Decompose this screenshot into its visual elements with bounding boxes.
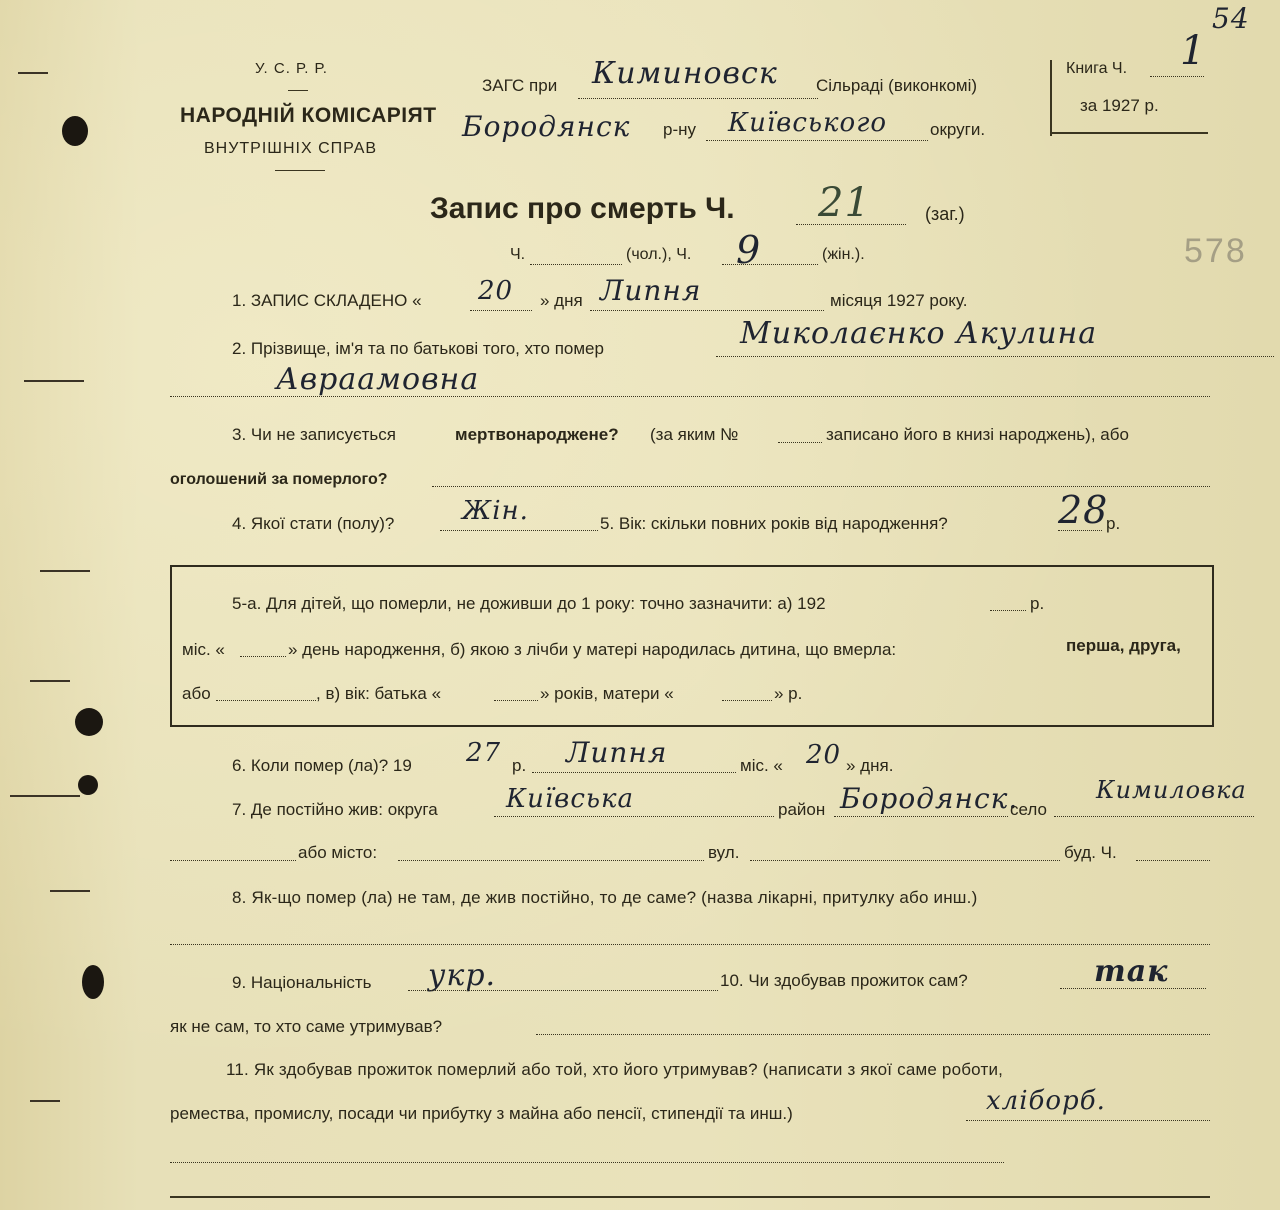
field6-r: р. — [512, 756, 527, 775]
paper-tear — [50, 890, 90, 892]
field6-year-handwritten: 27 — [466, 738, 502, 768]
paper-tear — [10, 795, 80, 797]
punch-hole — [82, 965, 104, 999]
field5a-other-line — [216, 700, 316, 701]
field3-declared-line — [432, 486, 1210, 487]
field5a-line3b: , в) вік: батька « — [316, 684, 442, 703]
okrug-handwritten: Київського — [728, 108, 888, 138]
republic-label: У. С. Р. Р. — [255, 60, 328, 77]
okrug-label: округи. — [930, 120, 986, 139]
divider — [288, 90, 308, 91]
female-count-handwritten: 9 — [736, 228, 762, 272]
field3-part-c: (за яким № — [650, 425, 739, 444]
field10-label: 10. Чи здобував прожиток сам? — [720, 971, 968, 990]
field11-occupation-line — [966, 1120, 1210, 1121]
book-label: Книга Ч. — [1066, 60, 1128, 77]
field1-month-line — [590, 310, 824, 311]
bottom-rule — [170, 1196, 1210, 1198]
field4-label: 4. Якої стати (полу)? — [232, 514, 395, 533]
book-number-line — [1150, 76, 1204, 77]
field9-line — [408, 990, 718, 991]
female-count-line — [722, 264, 818, 265]
field3-number-line — [778, 442, 822, 443]
punch-hole — [75, 708, 103, 736]
field3-stillborn: мертвонароджене? — [455, 425, 619, 444]
field6-day-handwritten: 20 — [806, 740, 842, 770]
field6-mis: міс. « — [740, 756, 783, 775]
field4-sex-line — [440, 530, 598, 531]
field10-handwritten: так — [1094, 954, 1169, 989]
field7-raion-line — [834, 816, 1008, 817]
field5a-line2b: » день народження, б) якою з лічби у матері народилась дитина, що вмерла: — [288, 640, 897, 659]
zags-village-line — [578, 98, 818, 99]
field5a-year-line — [990, 610, 1026, 611]
paper-tear — [24, 380, 84, 382]
field5a-line3c: » років, матери « — [540, 684, 674, 703]
paper-tear — [30, 1100, 60, 1102]
book-number-handwritten: 1 — [1180, 28, 1207, 74]
field5-end: р. — [1106, 514, 1121, 533]
field10-line — [1060, 988, 1206, 989]
record-number-handwritten: 21 — [818, 180, 871, 226]
paper-tear — [18, 72, 48, 74]
page-number-handwritten: 54 — [1212, 2, 1250, 35]
field3-part-a: 3. Чи не записується — [232, 425, 396, 444]
field10-who: як не сам, то хто саме утримував? — [170, 1017, 443, 1036]
department-title: ВНУТРІШНІХ СПРАВ — [204, 140, 378, 157]
field7-city-prefix-line — [170, 860, 296, 861]
record-number-line — [796, 224, 906, 225]
field11-occupation-handwritten: хліборб. — [986, 1086, 1106, 1116]
field8-label: 8. Як-що помер (ла) не там, де жив постійно, то де саме? (назва лікарні, притулку або инш.) — [232, 888, 978, 907]
field3-part-d: записано його в книзі народжень), або — [826, 425, 1129, 444]
field5a-order: перша, друга, — [1066, 636, 1181, 655]
field7-bud: буд. Ч. — [1064, 843, 1117, 862]
field9-label: 9. Національність — [232, 973, 372, 992]
field5a-father-line — [494, 700, 538, 701]
zags-suffix: Сільраді (виконкомі) — [816, 76, 978, 95]
field6-month-handwritten: Липня — [566, 736, 668, 769]
field5a-line1-end: р. — [1030, 594, 1045, 613]
field7-street-line — [750, 860, 1060, 861]
field5a-line1: 5-а. Для дітей, що померли, не доживши до 1 року: точно зазначити: а) 192 — [232, 594, 826, 613]
field5-age-line — [1058, 530, 1102, 531]
book-box-bottom — [1050, 132, 1208, 134]
field7-selo-line — [1054, 816, 1254, 817]
field2-label: 2. Прізвище, ім'я та по батькові того, хто помер — [232, 339, 604, 358]
raion-handwritten: Бородянск — [462, 110, 631, 143]
male-count-line — [530, 264, 622, 265]
field11-line-b: ремества, промислу, посади чи прибутку з майна або пенсії, стипендії та инш.) — [170, 1104, 793, 1123]
field4-sex-handwritten: Жін. — [462, 496, 529, 526]
raion-label: р-ну — [663, 120, 697, 139]
field3-declared-dead: оголошений за померлого? — [170, 471, 388, 488]
zags-village-handwritten: Киминовск — [592, 56, 778, 91]
field2-name-line — [716, 356, 1274, 357]
field7-raion-handwritten: Бородянск. — [840, 782, 1019, 815]
field5a-line3d: » р. — [774, 684, 803, 703]
field2-patronymic-line — [170, 396, 1210, 397]
field7-house-line — [1136, 860, 1210, 861]
field10-who-line — [536, 1034, 1210, 1035]
field1-day-line — [470, 310, 532, 311]
field6-end: » дня. — [846, 756, 894, 775]
book-box-left — [1050, 60, 1052, 136]
record-total-label: (заг.) — [925, 204, 965, 224]
field5a-mother-line — [722, 700, 772, 701]
field8-line — [170, 944, 1210, 945]
field11-line-a: 11. Як здобував прожиток померлий або той, хто його утримував? (написати з якої саме роботи, — [226, 1060, 1004, 1079]
commissariat-title: НАРОДНІЙ КОМІСАРІЯТ — [180, 104, 437, 127]
stamp-number: 578 — [1184, 232, 1247, 270]
punch-hole — [78, 775, 98, 795]
field7-selo-handwritten: Кимиловка — [1096, 776, 1247, 804]
field5-label: 5. Вік: скільки повних років від народження? — [600, 514, 948, 533]
male-label: (чол.), Ч. — [626, 246, 692, 263]
field7-okrug-handwritten: Київська — [506, 784, 635, 814]
field2-patronymic-handwritten: Авраамовна — [276, 362, 480, 397]
field7-vul: вул. — [708, 843, 740, 862]
field9-nationality-handwritten: укр. — [428, 958, 497, 993]
divider — [275, 170, 325, 171]
field1-month-handwritten: Липня — [600, 274, 702, 307]
field7-raion: район — [778, 800, 826, 819]
field5a-day-line — [240, 656, 286, 657]
okrug-line — [706, 140, 928, 141]
field7-misto: або місто: — [298, 843, 378, 862]
field7-selo: село — [1010, 800, 1047, 819]
field6-label: 6. Коли помер (ла)? 19 — [232, 756, 412, 775]
zags-prefix: ЗАГС при — [482, 76, 558, 95]
field1-label: 1. ЗАПИС СКЛАДЕНО « — [232, 291, 422, 310]
book-year: за 1927 р. — [1080, 96, 1159, 115]
punch-hole — [62, 116, 88, 146]
field7-label: 7. Де постійно жив: округа — [232, 800, 438, 819]
male-prefix: Ч. — [510, 246, 526, 263]
field1-end: місяця 1927 року. — [830, 291, 968, 310]
field5-age-handwritten: 28 — [1058, 488, 1109, 532]
field1-mid: » дня — [540, 291, 583, 310]
paper-tear — [40, 570, 90, 572]
field5a-line3a: або — [182, 684, 211, 703]
paper-tear — [30, 680, 70, 682]
field5a-line2a: міс. « — [182, 640, 225, 659]
female-label: (жін.). — [822, 246, 865, 263]
field1-day-handwritten: 20 — [478, 276, 514, 306]
field2-name-handwritten: Миколаєнко Акулина — [740, 316, 1098, 351]
field11-line-2 — [170, 1162, 1004, 1163]
field7-okrug-line — [494, 816, 774, 817]
field6-month-line — [532, 772, 736, 773]
field7-city-line — [398, 860, 704, 861]
record-title: Запис про смерть Ч. — [430, 192, 735, 225]
